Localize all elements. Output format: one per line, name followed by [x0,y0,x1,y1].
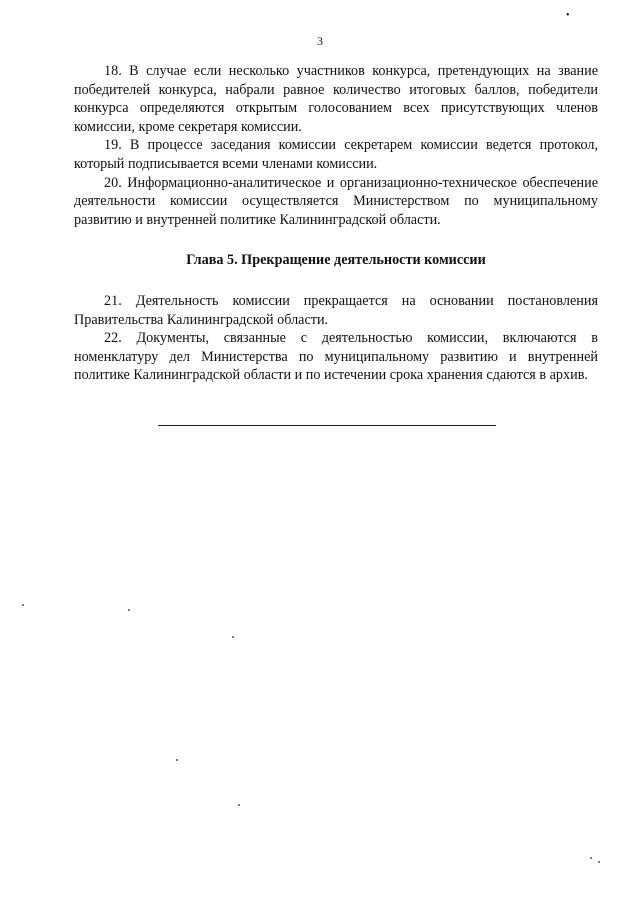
end-of-document-rule [158,425,496,426]
scan-speck [590,857,592,859]
scan-speck [238,804,240,806]
paragraph-18: 18. В случае если несколько участников конкурса, претендующих на звание победителей конкурса, набрали равное количество итоговых баллов, победители конкурса определяются открытым голосованием всех присутствующих членов комиссии, кроме секретаря комиссии. [74,63,598,135]
paragraph-21: 21. Деятельность комиссии прекращается на основании постановления Правительства Калининградской области. [74,292,598,328]
page-number: 3 [317,34,323,48]
corner-mark: • [566,10,570,21]
scan-speck [22,604,24,606]
paragraph-19: 19. В процессе заседания комиссии секретарем комиссии ведется протокол, который подписывается всеми членами комиссии. [74,137,598,172]
document-body [74,62,598,385]
scan-speck [128,609,130,611]
scan-speck [232,636,234,638]
scan-speck [598,861,600,863]
paragraph-22: 22. Документы, связанные с деятельностью комиссии, включаются в номенклатуру дел Министерства по муниципальному развитию и внутренней политике Калининградской области и по истечении срока хранения сдаются в архив. [74,330,598,384]
scan-speck [176,759,178,761]
chapter-5-heading: Глава 5. Прекращение деятельности комиссии [186,252,486,269]
paragraph-20: 20. Информационно-аналитическое и организационно-техническое обеспечение деятельности комиссии осуществляется Министерством по муниципальному развитию и внутренней политике Калининградской области. [74,174,598,228]
